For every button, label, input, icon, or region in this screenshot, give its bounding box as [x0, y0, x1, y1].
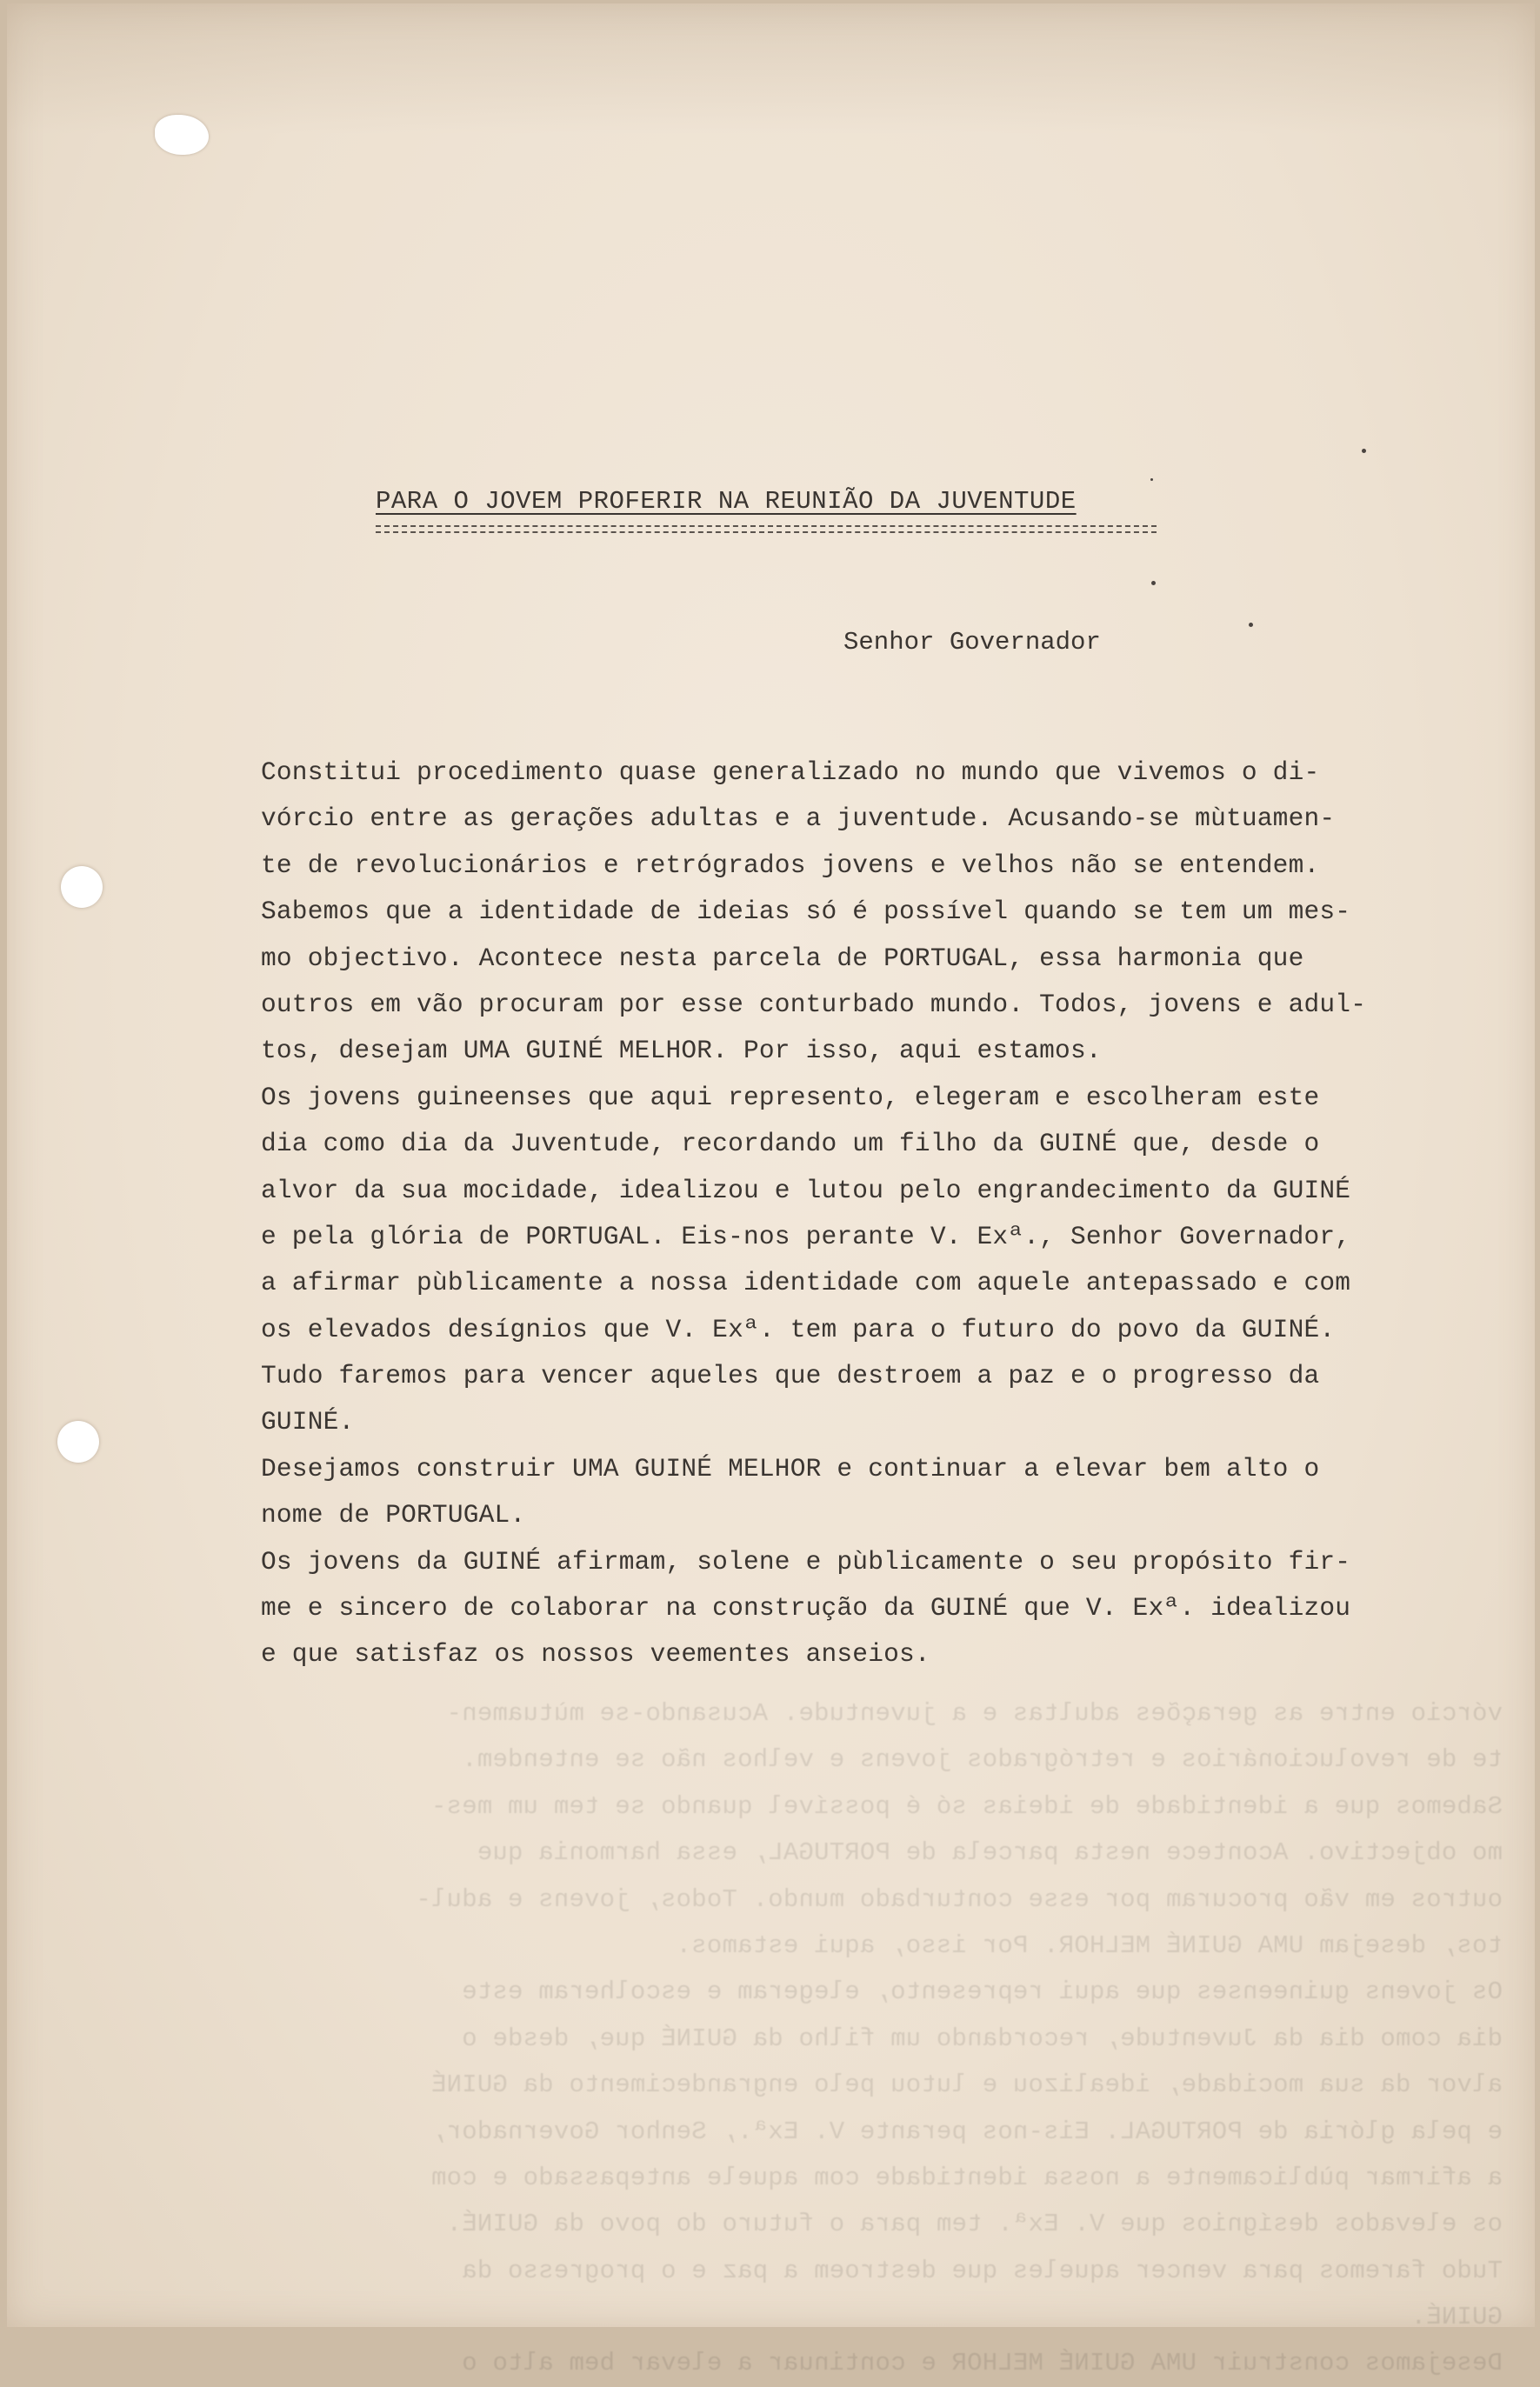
text-line: outros em vão procuram por esse conturbado mundo. Todos, jovens e adul- [261, 989, 1367, 1019]
text-line: os elevados desígnios que V. Exª. tem para o futuro do povo da GUINÉ. [261, 1314, 1336, 1344]
text-line: me e sincero de colaborar na construção da GUINÉ que V. Exª. idealizou [261, 1593, 1351, 1624]
text-line: te de revolucionários e retrógrados jovens e velhos não se entendem. [261, 850, 1320, 880]
text-line: alvor da sua mocidade, idealizou e lutou pelo engrandecimento da GUINÉ [261, 1175, 1351, 1205]
document-title: PARA O JOVEM PROFERIR NA REUNIÃO DA JUVENTUDE [376, 487, 1077, 516]
paper-fold-shadow [7, 3, 1535, 134]
punch-hole-bottom [57, 1421, 99, 1463]
ghost-line: outros em vão procuram por esse conturbado mundo. Todos, jovens e adul- [416, 1884, 1503, 1914]
text-line: a afirmar pùblicamente a nossa identidade com aquele antepassado e com [261, 1268, 1351, 1298]
ghost-line: os elevados desígnios que V. Exª. tem para o futuro do povo da GUINÉ. [446, 2210, 1503, 2239]
text-line: e que satisfaz os nossos veementes anseios. [261, 1639, 930, 1670]
speech-body [261, 750, 1496, 1678]
ghost-line: a afirmar pùblicamente a nossa identidade com aquele antepassado e com [430, 2163, 1503, 2192]
ghost-line: GUINÉ. [1410, 2303, 1503, 2332]
text-line: Os jovens da GUINÉ afirmam, solene e pùblicamente o seu propósito fir- [261, 1546, 1351, 1577]
text-line: Tudo faremos para vencer aqueles que destroem a paz e o progresso da [261, 1361, 1320, 1391]
title-double-rule-bottom [376, 531, 1157, 533]
text-line: Os jovens guineenses que aqui represento, elegeram e escolheram este [261, 1082, 1320, 1112]
text-line: Desejamos construir UMA GUINÉ MELHOR e continuar a elevar bem alto o [261, 1453, 1320, 1484]
ink-speck [1362, 449, 1366, 453]
ghost-line: Sabemos que a identidade de ideias só é possível quando se tem um mes- [430, 1791, 1503, 1821]
text-line: e pela glória de PORTUGAL. Eis-nos perante V. Exª., Senhor Governador, [261, 1221, 1351, 1251]
ghost-line: tos, desejam UMA GUINÉ MELHOR. Por isso, aqui estamos. [676, 1930, 1503, 1960]
punch-hole-top [61, 866, 103, 908]
salutation: Senhor Governador [843, 628, 1101, 657]
text-line: mo objectivo. Acontece nesta parcela de PORTUGAL, essa harmonia que [261, 943, 1304, 973]
ghost-line: te de revolucionários e retrógrados jovens e velhos não se entendem. [462, 1745, 1503, 1775]
ghost-line: vórcio entre as gerações adultas e a juventude. Acusando-se mùtuamen- [446, 1699, 1503, 1728]
show-through-ghost-text [268, 1690, 1503, 2387]
text-line: nome de PORTUGAL. [261, 1500, 526, 1530]
text-line: vórcio entre as gerações adultas e a juventude. Acusando-se mùtuamen- [261, 803, 1336, 834]
text-line: tos, desejam UMA GUINÉ MELHOR. Por isso, aqui estamos. [261, 1036, 1102, 1066]
text-line: Sabemos que a identidade de ideias só é possível quando se tem um mes- [261, 897, 1351, 927]
title-double-rule-top [376, 525, 1157, 527]
text-line: dia como dia da Juventude, recordando um filho da GUINÉ que, desde o [261, 1129, 1320, 1159]
ghost-line: Desejamos construir UMA GUINÉ MELHOR e continuar a elevar bem alto o [462, 2349, 1503, 2378]
ghost-line: dia como dia da Juventude, recordando um filho da GUINÉ que, desde o [462, 2024, 1503, 2053]
text-line: GUINÉ. [261, 1407, 355, 1437]
ghost-line: alvor da sua mocidade, idealizou e lutou pelo engrandecimento da GUINÉ [430, 2070, 1503, 2100]
ghost-line: mo objectivo. Acontece nesta parcela de PORTUGAL, essa harmonia que [477, 1838, 1503, 1868]
ghost-line: e pela glória de PORTUGAL. Eis-nos perante V. Exª., Senhor Governador, [430, 2117, 1503, 2146]
ghost-line: Tudo faremos para vencer aqueles que destroem a paz e o progresso da [462, 2256, 1503, 2285]
ghost-line: Os jovens guineenses que aqui represento, elegeram e escolheram este [462, 1977, 1503, 2007]
ink-speck [1151, 581, 1156, 585]
ink-speck [1249, 623, 1253, 627]
ink-speck [1150, 478, 1153, 481]
text-line: Constitui procedimento quase generalizado no mundo que vivemos o di- [261, 757, 1320, 787]
document-page [7, 3, 1535, 2378]
